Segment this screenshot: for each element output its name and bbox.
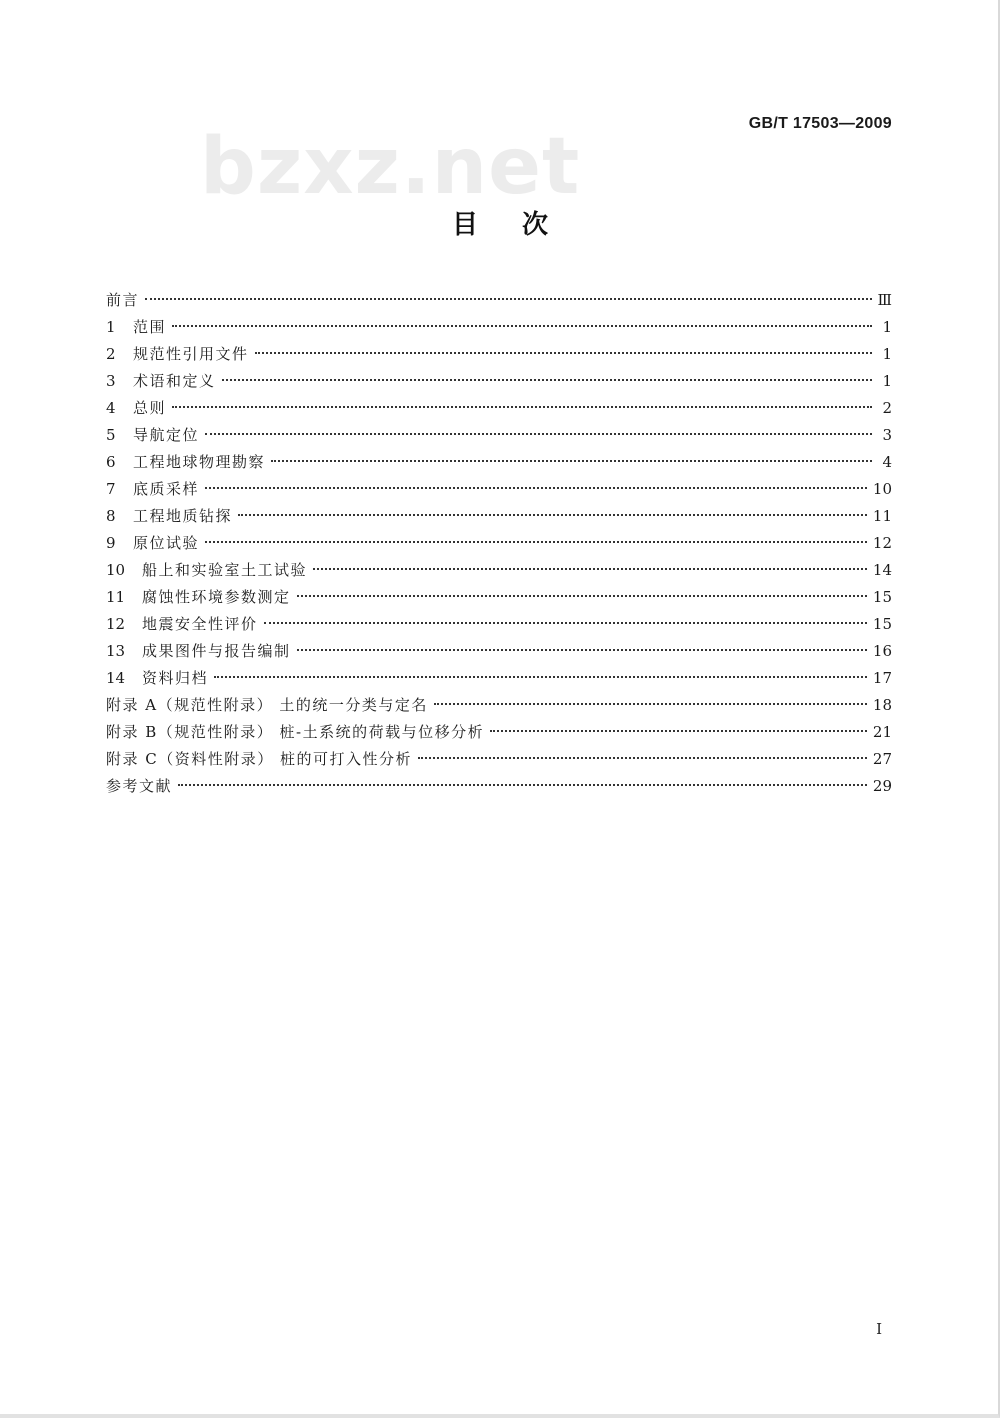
toc-entry-number: 6 [106,453,116,471]
toc-entry[interactable] [106,314,892,341]
toc-dot-leader [214,676,867,678]
toc-entry-page: 14 [872,561,892,579]
page-title: 目次 [451,210,592,240]
toc-dot-leader [205,487,867,489]
toc-entry-page: 1 [882,345,892,363]
toc-entry[interactable] [106,530,892,557]
toc-entry-label: 腐蚀性环境参数测定 [142,588,291,606]
toc-dot-leader [222,379,872,381]
toc-entry-label: 规范性引用文件 [133,345,249,363]
toc-entry[interactable] [106,503,892,530]
toc-dot-leader [264,622,867,624]
toc-entry-label: 底质采样 [133,480,200,498]
toc-entry-page: 1 [882,318,892,336]
toc-entry-number: 14 [106,669,126,687]
toc-entry-label: 成果图件与报告编制 [142,642,291,660]
toc-entry-label: 术语和定义 [133,372,216,390]
toc-entry-page: 10 [872,480,892,498]
toc-entry-number: 5 [106,426,116,444]
toc-entry[interactable] [106,611,892,638]
toc-entry-number: 11 [106,588,126,606]
toc-entry-number: 8 [106,507,116,525]
toc-dot-leader [255,352,872,354]
toc-entry-page: 12 [872,534,892,552]
toc-entry-page: 15 [872,588,892,606]
toc-entry-label: 资料归档 [142,669,209,687]
toc-entry-label: 附录 C（资料性附录） 桩的可打入性分析 [106,750,413,768]
toc-entry-page: 16 [872,642,892,660]
toc-entry-page: 21 [872,723,892,741]
toc-entry-label: 总则 [133,399,167,417]
toc-entry[interactable] [106,449,892,476]
toc-entry[interactable] [106,422,892,449]
toc-entry-label: 地震安全性评价 [142,615,258,633]
toc-entry-label: 工程地球物理勘察 [133,453,266,471]
toc-entry-page: 17 [872,669,892,687]
toc-entry-page: 1 [882,372,892,390]
toc-entry-number: 3 [106,372,116,390]
toc-entry-number: 10 [106,561,126,579]
toc-entry-page: 11 [872,507,892,525]
toc-entry-number: 2 [106,345,116,363]
toc-dot-leader [178,784,867,786]
toc-dot-leader [172,325,872,327]
toc-entry-label: 参考文献 [106,777,173,795]
toc-entry-number: 13 [106,642,126,660]
toc-entry-number: 1 [106,318,116,336]
toc-entry-label: 范围 [133,318,167,336]
table-of-contents [106,287,892,800]
toc-entry-number: 7 [106,480,116,498]
toc-dot-leader [271,460,872,462]
watermark: bzxz.net [200,122,581,212]
toc-entry-label: 附录 A（规范性附录） 土的统一分类与定名 [106,696,428,714]
toc-entry-number: 9 [106,534,116,552]
toc-entry-number: 4 [106,399,116,417]
document-code: GB/T 17503—2009 [748,115,892,132]
toc-entry[interactable] [106,638,892,665]
toc-entry[interactable] [106,557,892,584]
toc-entry-label: 导航定位 [133,426,200,444]
toc-entry[interactable] [106,665,892,692]
toc-entry-number: 12 [106,615,126,633]
toc-dot-leader [205,541,867,543]
toc-entry[interactable] [106,341,892,368]
toc-entry[interactable] [106,692,892,719]
toc-entry-page: Ⅲ [877,291,892,309]
toc-entry-label: 原位试验 [133,534,200,552]
toc-dot-leader [297,649,867,651]
toc-entry[interactable] [106,395,892,422]
toc-entry[interactable] [106,719,892,746]
toc-dot-leader [145,298,872,300]
toc-dot-leader [172,406,872,408]
toc-entry[interactable] [106,287,892,314]
toc-entry-page: 2 [882,399,892,417]
toc-entry-label: 前言 [106,291,140,309]
toc-entry-page: 29 [872,777,892,795]
toc-dot-leader [418,757,867,759]
toc-entry-page: 15 [872,615,892,633]
toc-dot-leader [490,730,867,732]
toc-entry-page: 18 [872,696,892,714]
toc-dot-leader [313,568,867,570]
toc-entry-page: 3 [882,426,892,444]
toc-entry-page: 4 [882,453,892,471]
toc-entry[interactable] [106,746,892,773]
toc-dot-leader [205,433,872,435]
toc-entry[interactable] [106,368,892,395]
toc-entry-label: 工程地质钻探 [133,507,233,525]
toc-entry-label: 船上和实验室土工试验 [142,561,308,579]
toc-entry-page: 27 [872,750,892,768]
toc-entry-label: 附录 B（规范性附录） 桩-土系统的荷载与位移分析 [106,723,485,741]
toc-entry[interactable] [106,773,892,800]
page-number: I [876,1320,882,1338]
toc-dot-leader [238,514,867,516]
toc-entry[interactable] [106,476,892,503]
toc-entry[interactable] [106,584,892,611]
toc-dot-leader [297,595,867,597]
toc-dot-leader [434,703,867,705]
